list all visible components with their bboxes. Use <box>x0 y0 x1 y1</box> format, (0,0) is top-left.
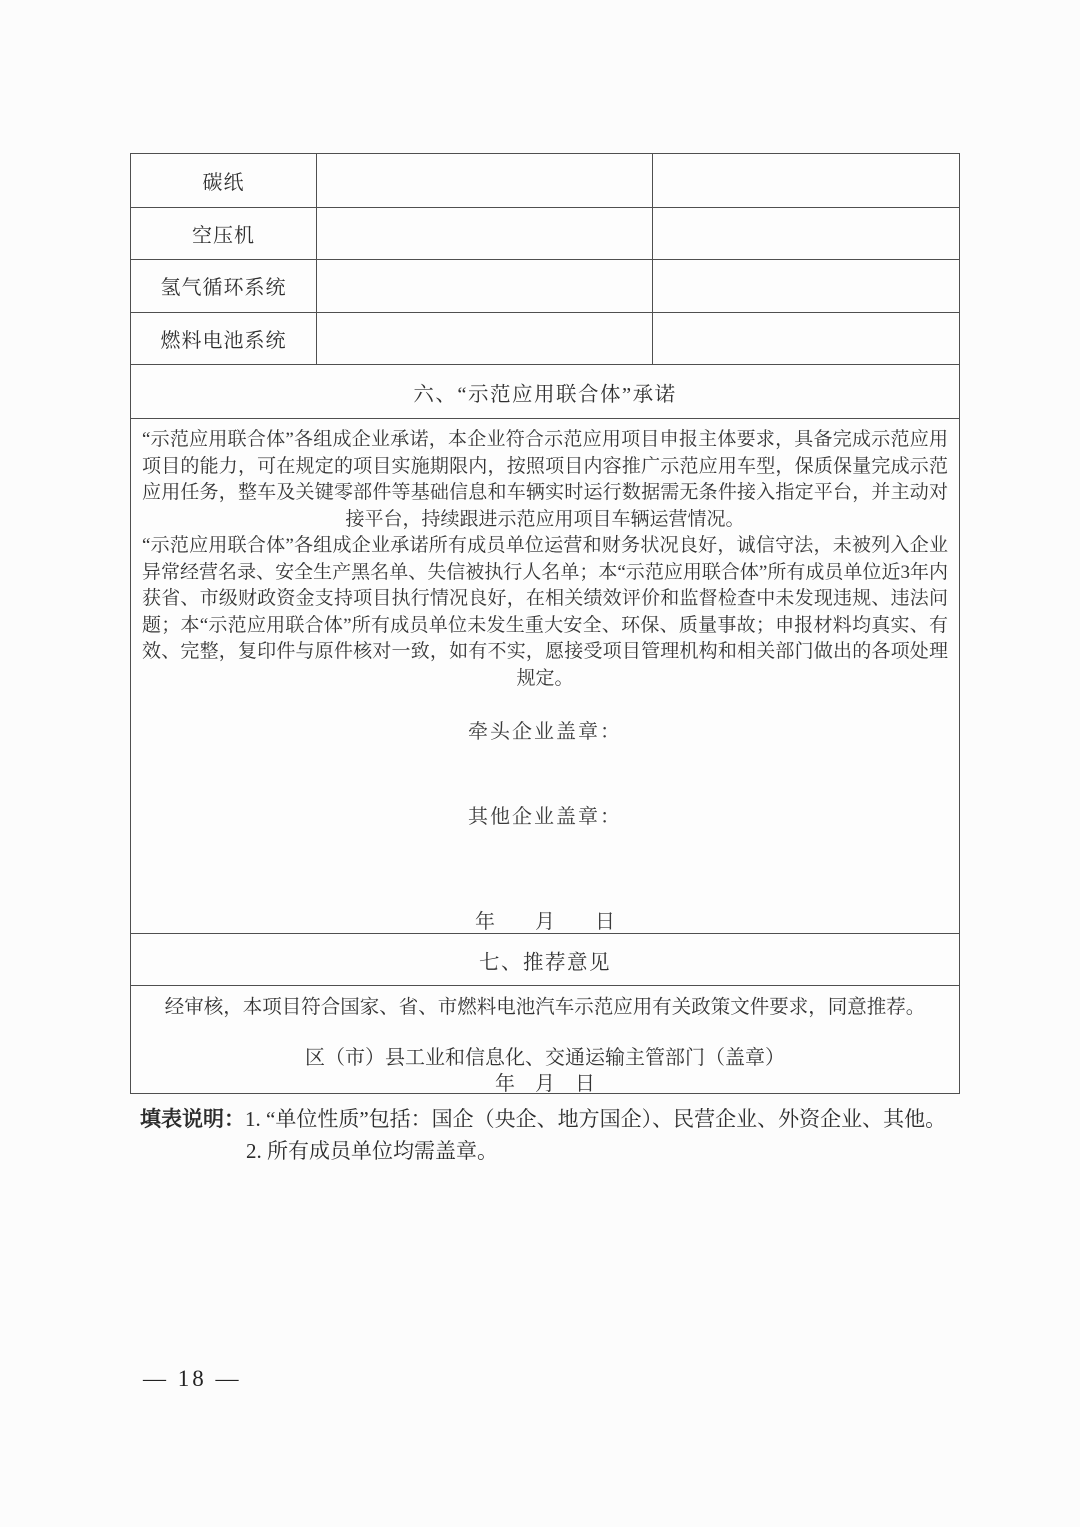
form-note-1-text: 1. “单位性质”包括：国企（央企、地方国企）、民营企业、外资企业、其他。 <box>245 1107 947 1131</box>
component-value-cell-empty <box>316 208 652 260</box>
form-notes-label: 填表说明： <box>140 1107 245 1131</box>
component-value-cell-empty <box>316 154 652 207</box>
section-six-body-row <box>131 418 959 933</box>
section-seven-header-row <box>131 933 959 985</box>
recommendation-cell <box>131 986 959 1093</box>
lead-company-seal-label: 牵头企业盖章： <box>468 721 622 743</box>
form-note-2: 2. 所有成员单位均需盖章。 <box>246 1138 498 1163</box>
component-value-cell-empty <box>316 313 652 365</box>
component-label: 碳纸 <box>202 171 245 194</box>
commitment-date-line: 年 月 日 <box>475 911 615 933</box>
form-note-1 <box>140 1104 956 1136</box>
form-notes <box>140 1104 956 1167</box>
component-value-cell-empty <box>652 313 959 365</box>
section-six-header-row <box>131 364 959 418</box>
commitment-paragraph-1: “示范应用联合体”各组成企业承诺，本企业符合示范应用项目申报主体要求，具备完成示范应用项目的能力，可在规定的项目实施期限内，按照项目内容推广示范应用车型，保质保量完成示范应用任务，整车及关键零部件等基础信息和车辆实时运行数据需无条件接入指定平台，并主动对接平台，持续跟进示范应用项目车辆运营情况。 <box>142 429 948 530</box>
table-row <box>131 154 959 207</box>
component-name-cell <box>131 260 316 312</box>
section-seven-title: 七、推荐意见 <box>479 951 611 974</box>
table-row <box>131 312 959 365</box>
component-value-cell-empty <box>316 260 652 312</box>
component-label: 氢气循环系统 <box>160 277 287 300</box>
component-name-cell <box>131 208 316 260</box>
recommendation-date-line: 年 月 日 <box>495 1073 595 1095</box>
commitment-cell <box>131 419 959 933</box>
commitment-paragraph-2: “示范应用联合体”各组成企业承诺所有成员单位运营和财务状况良好，诚信守法，未被列入企业异常经营名录、安全生产黑名单、失信被执行人名单；本“示范应用联合体”所有成员单位近3年内获省、市级财政资金支持项目执行情况良好，在相关绩效评价和监督检查中未发现违规、违法问题；本“示范应用联合体”所有成员单位未发生重大安全、环保、质量事故；申报材料均真实、有效、完整，复印件与原件核对一致，如有不实，愿接受项目管理机构和相关部门做出的各项处理规定。 <box>142 535 948 689</box>
component-value-cell-empty <box>652 208 959 260</box>
component-name-cell <box>131 154 316 207</box>
table-row <box>131 259 959 312</box>
section-seven-body-row <box>131 985 959 1093</box>
other-company-seal-label: 其他企业盖章： <box>468 806 622 828</box>
application-form-table <box>130 153 960 1094</box>
component-label: 空压机 <box>192 224 255 247</box>
section-six-title: 六、“示范应用联合体”承诺 <box>413 383 677 406</box>
page-number: — 18 — <box>143 1366 242 1391</box>
component-value-cell-empty <box>652 154 959 207</box>
table-row <box>131 207 959 260</box>
authority-seal-line: 区（市）县工业和信息化、交通运输主管部门（盖章） <box>305 1047 785 1069</box>
component-label: 燃料电池系统 <box>160 329 287 352</box>
recommendation-text: 经审核，本项目符合国家、省、市燃料电池汽车示范应用有关政策文件要求，同意推荐。 <box>164 997 926 1018</box>
component-value-cell-empty <box>652 260 959 312</box>
component-name-cell <box>131 313 316 365</box>
